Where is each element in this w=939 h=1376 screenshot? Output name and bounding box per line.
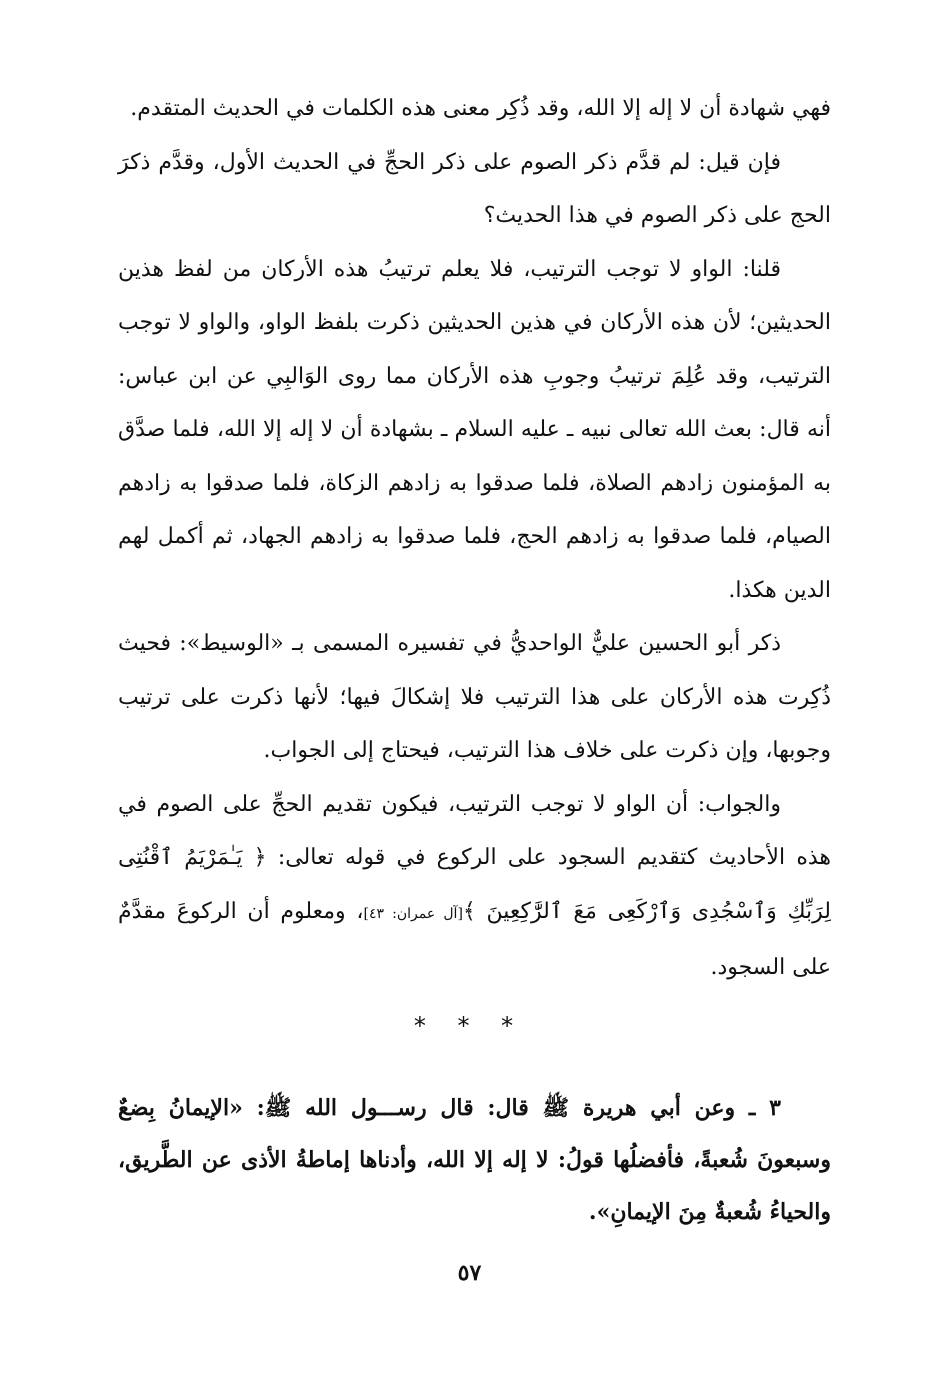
paragraph-2 xyxy=(118,136,831,243)
page-number: ٥٧ xyxy=(457,1260,482,1286)
paragraph-5-before: والجواب: أن الواو لا توجب الترتيب، فيكون تقديم الحجِّ على الصوم في هذه الأحاديث كتقديم السجود على الركوع في قوله تعالى: xyxy=(118,791,832,870)
hadith-text: ٣ ـ وعن أبي هريرة ﷺ قال: قال رســـول الله ﷺ: «الإيمانُ بِضعٌ وسبعونَ شُعبةً، فأفضلُها قولُ: لا إله إلا الله، وأدناها إماطةُ الأذى عن الطَّريق، والحياءُ شُعبةٌ مِنَ الإيمانِ». xyxy=(118,1095,831,1225)
paragraph-2-text: فإن قيل: لم قدَّم ذكر الصوم على ذكر الحجِّ في الحديث الأول، وقدَّم ذكرَ الحج على ذكر الصوم في هذا الحديث؟ xyxy=(118,149,831,228)
paragraph-4 xyxy=(118,617,831,778)
commentary-text xyxy=(118,82,831,995)
paragraph-5-after: ، ومعلوم أن الركوعَ مقدَّمٌ على السجود. xyxy=(118,898,831,980)
paragraph-4-text: ذكر أبو الحسين عليٌّ الواحديُّ في تفسيره المسمى بـ «الوسيط»: فحيث ذُكِرت هذه الأركان على هذا الترتيب فلا إشكالَ فيها؛ لأنها ذكرت على ترتيب وجوبها، وإن ذكرت على خلاف هذا الترتيب، فيحتاج إلى الجواب. xyxy=(118,631,831,763)
paragraph-1 xyxy=(118,82,831,136)
quran-verse: ﴿ يَـٰمَرْيَمُ ٱقْنُتِى لِرَبِّكِ وَٱسْجُدِى وَٱرْكَعِى مَعَ ٱلرَّٰكِعِينَ ﴾ xyxy=(118,845,831,924)
paragraph-5 xyxy=(118,778,831,995)
section-separator: * * * xyxy=(413,1012,526,1040)
verse-reference: [آل عمران: ٤٣] xyxy=(363,905,463,922)
paragraph-5-text xyxy=(118,778,831,995)
paragraph-1-text: فهي شهادة أن لا إله إلا الله، وقد ذُكِر معنى هذه الكلمات في الحديث المتقدم. xyxy=(130,96,831,121)
paragraph-3-text: قلنا: الواو لا توجب الترتيب، فلا يعلم ترتيبُ هذه الأركان من لفظ هذين الحديثين؛ لأن هذه الأركان في هذين الحديثين ذكرت بلفظ الواو، والواو لا توجب الترتيب، وقد عُلِمَ ترتيبُ وجوبِ هذه الأركان مما روى الوَالبِي عن ابن عباس: أنه قال: بعث الله تعالى نبيه ـ عليه السلام ـ بشهادة أن لا إله إلا الله، فلما صدَّق به المؤمنون زادهم الصلاة، فلما صدقوا به زادهم الزكاة، فلما صدقوا به زادهم الصيام، فلما صدقوا به زادهم الحج، فلما صدقوا به زادهم الجهاد، ثم أكمل لهم الدين هكذا. xyxy=(118,256,832,603)
paragraph-3 xyxy=(118,243,831,618)
